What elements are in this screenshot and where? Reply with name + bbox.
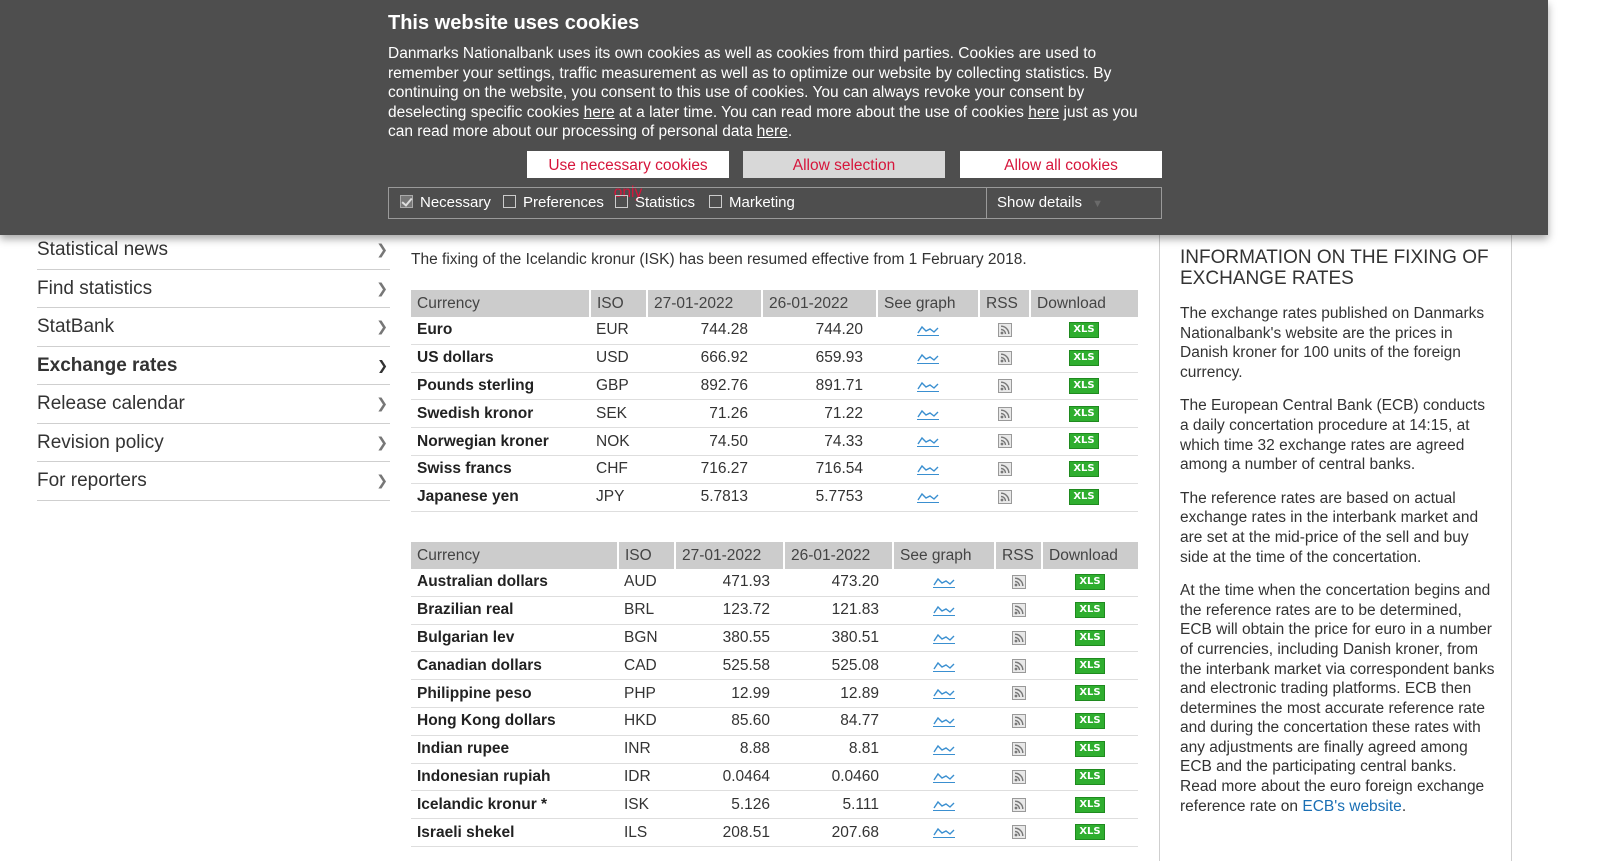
download-cell (1030, 400, 1138, 428)
line-graph-icon[interactable] (933, 768, 955, 785)
line-graph-icon[interactable] (917, 405, 939, 422)
rate-cell-date-1: 744.28 (647, 317, 762, 344)
iso-code-cell: EUR (590, 317, 647, 344)
rss-icon[interactable] (1012, 740, 1026, 757)
see-graph-cell (893, 763, 995, 791)
rate-cell-date-2: 74.33 (762, 428, 877, 456)
currency-name-cell: Swiss francs (411, 455, 590, 483)
rss-cell (995, 624, 1042, 652)
rate-cell-date-2: 525.08 (784, 652, 893, 680)
checkbox-necessary[interactable] (400, 188, 491, 218)
cookie-link-personal-data[interactable]: here (756, 123, 788, 140)
use-necessary-cookies-button[interactable]: Use necessary cookies only (527, 151, 729, 178)
download-cell (1042, 735, 1138, 763)
rate-cell-date-2: 473.20 (784, 569, 893, 596)
xls-download-icon[interactable]: XLS (1069, 461, 1098, 477)
line-graph-icon[interactable] (933, 796, 955, 813)
iso-code-cell: AUD (618, 569, 675, 596)
rate-cell-date-1: 5.126 (675, 791, 784, 819)
rate-cell-date-1: 525.58 (675, 652, 784, 680)
col-header-see-graph: See graph (893, 542, 995, 569)
iso-code-cell: CHF (590, 455, 647, 483)
rss-cell (979, 344, 1030, 372)
sidebar-item-label: For reporters (37, 470, 147, 491)
rate-cell-date-2: 5.111 (784, 791, 893, 819)
download-cell (1030, 344, 1138, 372)
sidebar-item-release-calendar[interactable] (37, 385, 390, 424)
iso-code-cell: ISK (618, 791, 675, 819)
xls-download-icon[interactable]: XLS (1075, 658, 1104, 674)
sidebar-item-label: Find statistics (37, 277, 153, 299)
table-header-row (411, 290, 1138, 317)
currency-name-cell: Indian rupee (411, 735, 618, 763)
info-paragraph: The reference rates are based on actual exchange rates in the interbank market and are set at the mid-price of the sell and buy side at the time of the concertation. (1180, 489, 1479, 566)
checkbox-preferences[interactable] (503, 188, 604, 218)
see-graph-cell (893, 707, 995, 735)
rss-cell (979, 483, 1030, 511)
iso-code-cell: GBP (590, 372, 647, 400)
table-row (411, 735, 1138, 763)
rss-cell (979, 372, 1030, 400)
checkbox-label: Marketing (729, 194, 795, 211)
currency-name-cell: Hong Kong dollars (411, 707, 618, 735)
cookie-link-use-of-cookies[interactable]: here (1028, 103, 1060, 121)
rss-icon[interactable] (1012, 712, 1026, 729)
checkbox-empty-icon (709, 195, 722, 208)
xls-download-icon[interactable]: XLS (1069, 322, 1098, 338)
table-row (411, 596, 1138, 624)
xls-download-icon[interactable]: XLS (1075, 741, 1104, 757)
see-graph-cell (877, 372, 979, 400)
sidebar-item-revision-policy[interactable] (37, 424, 390, 463)
rate-cell-date-1: 123.72 (675, 596, 784, 624)
currency-name-cell: Norwegian kroner (411, 428, 590, 456)
rss-cell (979, 428, 1030, 456)
sidebar-item-statbank[interactable] (37, 308, 390, 347)
rss-cell (995, 735, 1042, 763)
allow-selection-button[interactable]: Allow selection (743, 151, 945, 178)
iso-code-cell: IDR (618, 763, 675, 791)
rss-cell (995, 791, 1042, 819)
info-panel (1159, 200, 1512, 861)
sidebar-item-label: Revision policy (37, 431, 164, 453)
see-graph-cell (893, 624, 995, 652)
rss-icon[interactable] (998, 377, 1012, 394)
table-row (411, 483, 1138, 511)
currency-name-cell: Philippine peso (411, 680, 618, 708)
checkbox-statistics[interactable] (615, 188, 695, 218)
iso-code-cell: ILS (618, 819, 675, 847)
info-title: INFORMATION ON THE FIXING OF EXCHANGE RATES (1180, 247, 1489, 289)
iso-code-cell: BGN (618, 624, 675, 652)
currency-name-cell: Australian dollars (411, 569, 618, 596)
line-graph-icon[interactable] (933, 824, 955, 841)
rss-icon[interactable] (998, 405, 1012, 422)
table-row (411, 455, 1138, 483)
cookie-buttons (388, 151, 1162, 201)
table-row (411, 624, 1138, 652)
show-details-label: Show details (997, 194, 1083, 211)
line-graph-icon[interactable] (917, 349, 939, 366)
currency-name-cell: Brazilian real (411, 596, 618, 624)
rate-cell-date-2: 8.81 (784, 735, 893, 763)
download-cell (1042, 680, 1138, 708)
download-cell (1042, 652, 1138, 680)
line-graph-icon[interactable] (917, 433, 939, 450)
currency-name-cell: Japanese yen (411, 483, 590, 511)
rate-cell-date-1: 0.0464 (675, 763, 784, 791)
rate-cell-date-2: 659.93 (762, 344, 877, 372)
rss-cell (995, 569, 1042, 596)
sidebar-nav (37, 231, 390, 501)
iso-code-cell: PHP (618, 680, 675, 708)
sidebar-item-find-statistics[interactable] (37, 270, 390, 309)
rate-cell-date-1: 471.93 (675, 569, 784, 596)
rss-icon[interactable] (1012, 601, 1026, 618)
info-paragraph: The exchange rates published on Danmarks Nationalbank's website are the prices in Danish kroner for 100 units of the foreign currency. (1180, 305, 1485, 381)
iso-code-cell: JPY (590, 483, 647, 511)
rate-cell-date-2: 744.20 (762, 317, 877, 344)
line-graph-icon[interactable] (917, 460, 939, 477)
col-header-download: Download (1042, 542, 1138, 569)
rate-cell-date-1: 71.26 (647, 400, 762, 428)
download-cell (1042, 707, 1138, 735)
col-header-rss: RSS (995, 542, 1042, 569)
chevron-down-icon: ▼ (1092, 198, 1103, 210)
rss-icon[interactable] (1012, 573, 1026, 590)
ecb-website-link[interactable]: ECB's website (1302, 797, 1402, 815)
line-graph-icon[interactable] (933, 629, 955, 646)
see-graph-cell (893, 652, 995, 680)
see-graph-cell (893, 819, 995, 847)
download-cell (1030, 372, 1138, 400)
line-graph-icon[interactable] (933, 712, 955, 729)
table-header-row (411, 542, 1138, 569)
checkbox-label: Statistics (635, 194, 696, 211)
rate-cell-date-2: 207.68 (784, 819, 893, 847)
rate-cell-date-1: 380.55 (675, 624, 784, 652)
sidebar-item-for-reporters[interactable] (37, 462, 390, 501)
rss-icon[interactable] (1012, 796, 1026, 813)
rate-cell-date-1: 85.60 (675, 707, 784, 735)
sidebar-item-label: Release calendar (37, 393, 185, 414)
rss-cell (995, 596, 1042, 624)
xls-download-icon[interactable]: XLS (1069, 489, 1098, 505)
chevron-right-icon: ❯ (376, 472, 388, 488)
exchange-rates-table-other (411, 542, 1138, 847)
currency-name-cell: Pounds sterling (411, 372, 590, 400)
allow-all-cookies-button[interactable]: Allow all cookies (960, 151, 1162, 178)
line-graph-icon[interactable] (933, 601, 955, 618)
chevron-down-icon: ❯ (377, 357, 388, 373)
table-row (411, 819, 1138, 847)
checkbox-label: Necessary (420, 194, 491, 211)
download-cell (1042, 596, 1138, 624)
line-graph-icon[interactable] (917, 321, 939, 338)
currency-name-cell: US dollars (411, 344, 590, 372)
table-row (411, 680, 1138, 708)
xls-download-icon[interactable]: XLS (1075, 797, 1104, 813)
rate-cell-date-1: 208.51 (675, 819, 784, 847)
xls-download-icon[interactable]: XLS (1075, 574, 1104, 590)
currency-name-cell: Indonesian rupiah (411, 763, 618, 791)
cookie-title: This website uses cookies (388, 12, 640, 34)
rate-cell-date-1: 892.76 (647, 372, 762, 400)
table-row (411, 317, 1138, 344)
col-header-iso: ISO (590, 290, 647, 317)
download-cell (1030, 428, 1138, 456)
rss-icon[interactable] (998, 349, 1012, 366)
checkbox-empty-icon (503, 195, 516, 208)
col-header-download: Download (1030, 290, 1138, 317)
rss-cell (979, 455, 1030, 483)
cookie-link-revoke[interactable]: here (583, 103, 615, 121)
table-row (411, 372, 1138, 400)
rss-icon[interactable] (998, 488, 1012, 505)
col-header-date-1: 27-01-2022 (675, 542, 784, 569)
currency-name-cell: Israeli shekel (411, 819, 618, 847)
rss-icon[interactable] (998, 321, 1012, 338)
sidebar-item-label: Statistical news (37, 239, 168, 260)
sidebar-item-label: Exchange rates (37, 354, 178, 376)
rate-cell-date-2: 84.77 (784, 707, 893, 735)
line-graph-icon[interactable] (917, 488, 939, 505)
sidebar-item-statistical-news[interactable] (37, 231, 390, 270)
rate-cell-date-1: 716.27 (647, 455, 762, 483)
col-header-date-2: 26-01-2022 (784, 542, 893, 569)
rate-cell-date-2: 5.7753 (762, 483, 877, 511)
xls-download-icon[interactable]: XLS (1075, 824, 1104, 840)
see-graph-cell (877, 455, 979, 483)
currency-name-cell: Euro (411, 317, 590, 344)
see-graph-cell (893, 735, 995, 763)
see-graph-cell (893, 596, 995, 624)
rss-cell (995, 763, 1042, 791)
cookie-text-part: . (787, 123, 793, 140)
table-row (411, 428, 1138, 456)
xls-download-icon[interactable]: XLS (1069, 433, 1098, 449)
info-paragraph-text: . (1401, 797, 1407, 815)
checkbox-label: Preferences (523, 194, 604, 211)
rate-cell-date-2: 121.83 (784, 596, 893, 624)
xls-download-icon[interactable]: XLS (1075, 602, 1104, 618)
iso-code-cell: HKD (618, 707, 675, 735)
iso-code-cell: INR (618, 735, 675, 763)
download-cell (1042, 624, 1138, 652)
iso-code-cell: CAD (618, 652, 675, 680)
rate-cell-date-1: 12.99 (675, 680, 784, 708)
rss-cell (979, 400, 1030, 428)
see-graph-cell (877, 344, 979, 372)
see-graph-cell (893, 680, 995, 708)
col-header-date-1: 27-01-2022 (647, 290, 762, 317)
currency-name-cell: Icelandic kronur * (411, 791, 618, 819)
rss-cell (995, 707, 1042, 735)
see-graph-cell (877, 483, 979, 511)
see-graph-cell (877, 428, 979, 456)
col-header-currency: Currency (411, 542, 618, 569)
rss-cell (979, 317, 1030, 344)
see-graph-cell (893, 791, 995, 819)
rate-cell-date-1: 666.92 (647, 344, 762, 372)
exchange-rates-table-main (411, 290, 1138, 512)
xls-download-icon[interactable]: XLS (1075, 769, 1104, 785)
download-cell (1042, 819, 1138, 847)
rss-cell (995, 819, 1042, 847)
table-row (411, 791, 1138, 819)
cookie-category-bar (388, 187, 1162, 219)
cookie-text-part: at a later time. You can read more about the use of cookies (614, 103, 1029, 121)
table-row (411, 707, 1138, 735)
checkbox-empty-icon (615, 195, 628, 208)
see-graph-cell (893, 569, 995, 596)
rss-icon[interactable] (998, 433, 1012, 450)
line-graph-icon[interactable] (917, 377, 939, 394)
sidebar-item-label: StatBank (37, 316, 115, 337)
chevron-right-icon: ❯ (376, 318, 388, 334)
sidebar-item-exchange-rates[interactable] (37, 347, 390, 386)
info-paragraph-text: At the time when the concertation begins and the reference rates are to be determined, ECB will obtain the price for euro in a number of currencies, including Danish kroner, from the interbank market via correspondent banks and electronic trading platforms. ECB then determines the most accurate reference rate and during the concertation these rates with any adjustments are finally agreed among ECB and the participating central banks. Read more about the euro foreign exchange reference rate on (1180, 582, 1495, 815)
chevron-right-icon: ❯ (376, 395, 388, 411)
cookie-text (388, 44, 1162, 142)
xls-download-icon[interactable]: XLS (1069, 350, 1098, 366)
currency-name-cell: Swedish kronor (411, 400, 590, 428)
rate-cell-date-2: 380.51 (784, 624, 893, 652)
download-cell (1030, 483, 1138, 511)
xls-download-icon[interactable]: XLS (1075, 685, 1104, 701)
rss-icon[interactable] (998, 460, 1012, 477)
line-graph-icon[interactable] (933, 657, 955, 674)
checkbox-marketing[interactable] (709, 188, 795, 218)
iso-code-cell: USD (590, 344, 647, 372)
col-header-rss: RSS (979, 290, 1030, 317)
checkbox-checked-icon (400, 195, 413, 208)
cookie-banner-content (388, 10, 1162, 211)
chevron-right-icon: ❯ (376, 279, 388, 296)
iso-code-cell: BRL (618, 596, 675, 624)
download-cell (1042, 791, 1138, 819)
intro-text: The fixing of the Icelandic kronur (ISK) has been resumed effective from 1 February 2018. (411, 251, 1027, 268)
info-panel-content (1180, 247, 1495, 830)
table-row (411, 763, 1138, 791)
line-graph-icon[interactable] (933, 685, 955, 702)
rss-cell (995, 652, 1042, 680)
currency-name-cell: Bulgarian lev (411, 624, 618, 652)
col-header-date-2: 26-01-2022 (762, 290, 877, 317)
xls-download-icon[interactable]: XLS (1069, 406, 1098, 422)
cookie-text-part: Danmarks Nationalbank uses its own cookies as well as cookies from third parties. Cookies are used to remember your settings, traffic measurement as well as to optimize our website by collecting statistics. By continuing on the website, you consent to this use of cookies. You can always revoke your consent by deselecting specific cookies (388, 45, 1112, 121)
rate-cell-date-2: 0.0460 (784, 763, 893, 791)
iso-code-cell: SEK (590, 400, 647, 428)
iso-code-cell: NOK (590, 428, 647, 456)
table-row (411, 400, 1138, 428)
rss-icon[interactable] (1012, 824, 1026, 841)
xls-download-icon[interactable]: XLS (1075, 713, 1104, 729)
info-paragraph (1180, 581, 1495, 816)
rate-cell-date-2: 71.22 (762, 400, 877, 428)
download-cell (1042, 569, 1138, 596)
see-graph-cell (877, 400, 979, 428)
col-header-see-graph: See graph (877, 290, 979, 317)
cookie-text-part: just as you can read more about our processing of personal data (388, 103, 1138, 140)
see-graph-cell (877, 317, 979, 344)
rate-cell-date-2: 12.89 (784, 680, 893, 708)
rss-icon[interactable] (1012, 685, 1026, 702)
xls-download-icon[interactable]: XLS (1075, 630, 1104, 646)
rss-icon[interactable] (1012, 768, 1026, 785)
line-graph-icon[interactable] (933, 740, 955, 757)
col-header-iso: ISO (618, 542, 675, 569)
download-cell (1042, 763, 1138, 791)
rss-cell (995, 680, 1042, 708)
rss-icon[interactable] (1012, 629, 1026, 646)
line-graph-icon[interactable] (933, 573, 955, 590)
table-row (411, 569, 1138, 596)
table-row (411, 652, 1138, 680)
rate-cell-date-1: 5.7813 (647, 483, 762, 511)
rate-cell-date-2: 716.54 (762, 455, 877, 483)
xls-download-icon[interactable]: XLS (1069, 378, 1098, 394)
rate-cell-date-1: 74.50 (647, 428, 762, 456)
show-details-toggle[interactable] (986, 188, 1161, 218)
chevron-right-icon: ❯ (376, 241, 388, 257)
chevron-right-icon: ❯ (376, 433, 388, 450)
main-content (411, 248, 1138, 841)
currency-name-cell: Canadian dollars (411, 652, 618, 680)
download-cell (1030, 455, 1138, 483)
cookie-banner (0, 0, 1548, 235)
col-header-currency: Currency (411, 290, 590, 317)
rate-cell-date-2: 891.71 (762, 372, 877, 400)
download-cell (1030, 317, 1138, 344)
info-paragraph: The European Central Bank (ECB) conducts a daily concertation procedure at 14:15, at which time 32 exchange rates are agreed among a number of central banks. (1180, 397, 1485, 474)
table-row (411, 344, 1138, 372)
rss-icon[interactable] (1012, 657, 1026, 674)
rate-cell-date-1: 8.88 (675, 735, 784, 763)
